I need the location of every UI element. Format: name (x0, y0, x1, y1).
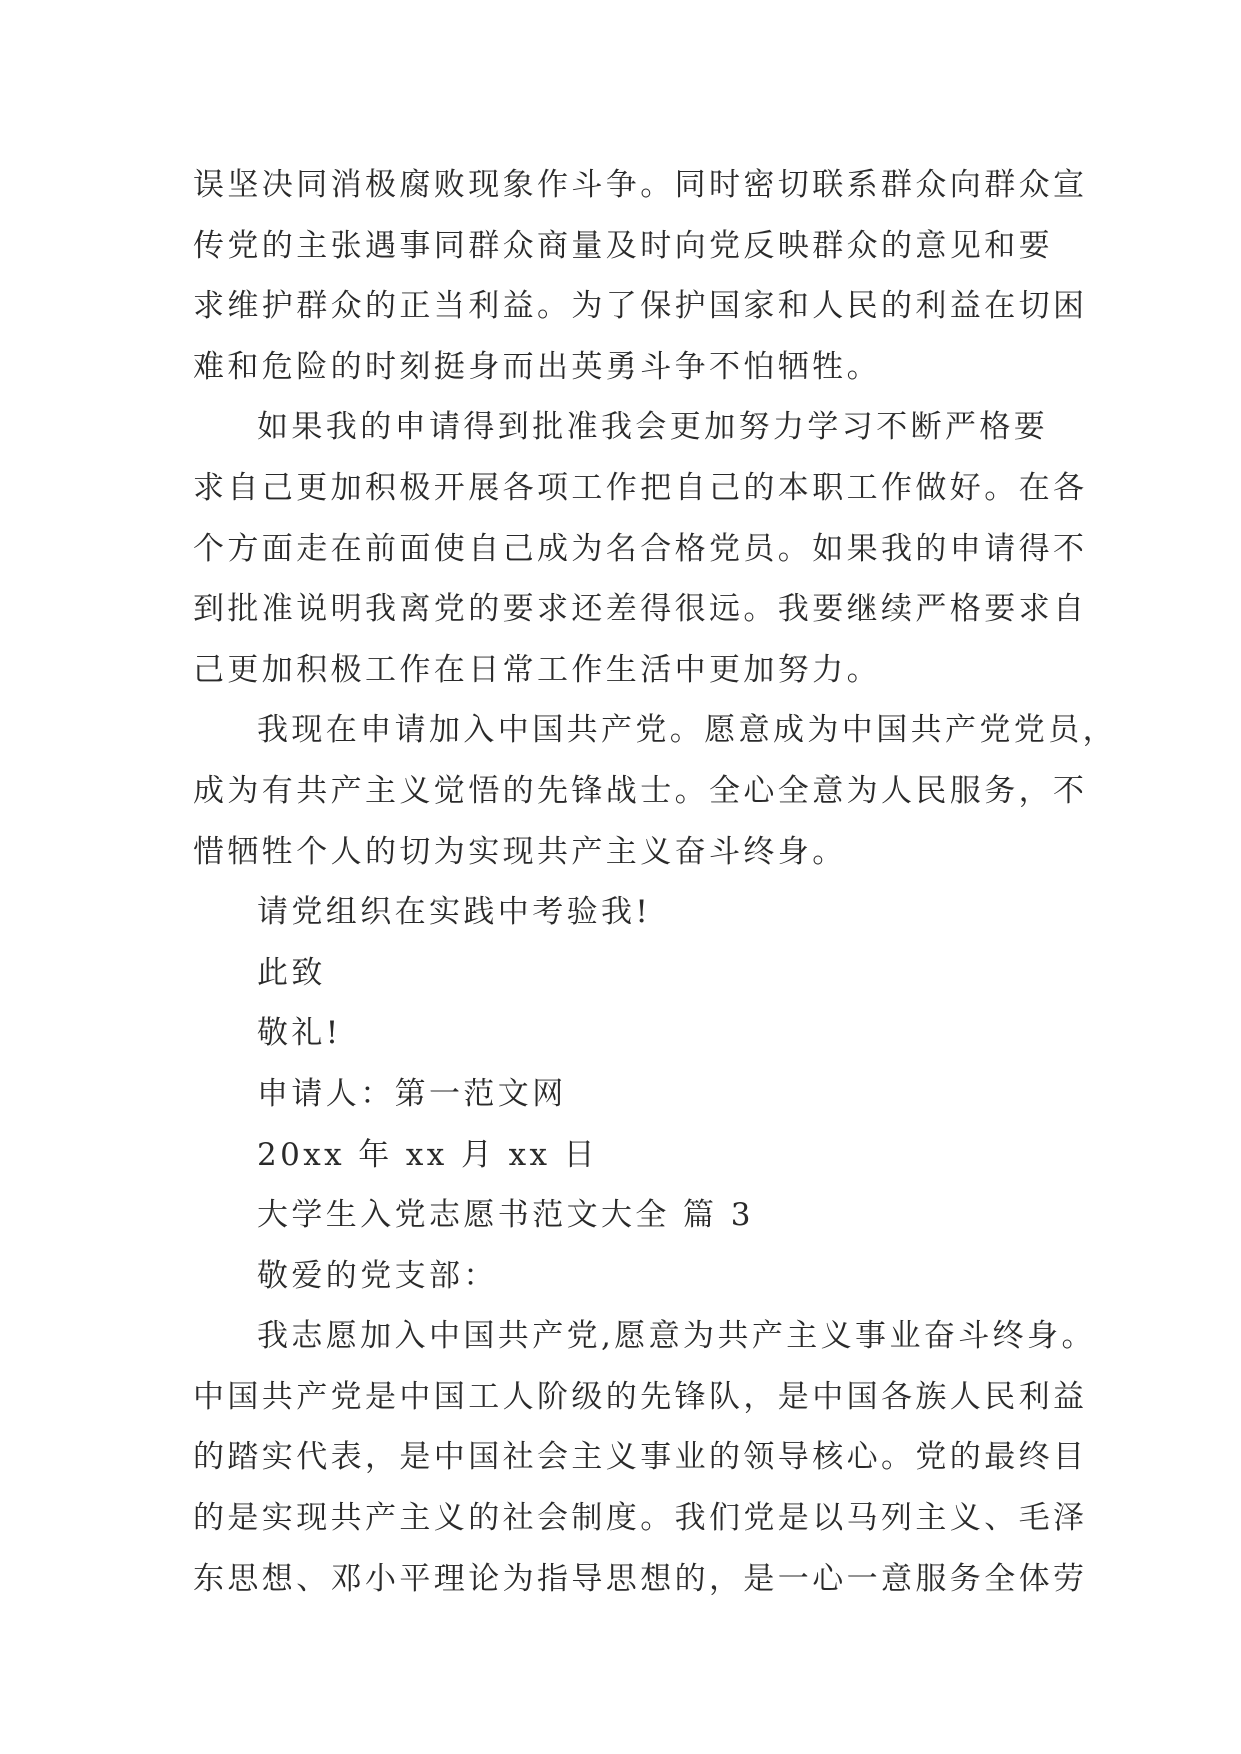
salutation-line: 此致 (257, 954, 326, 991)
section-title: 大学生入党志愿书范文大全 篇 3 (257, 1197, 754, 1234)
paragraph-start-line: 如果我的申请得到批准我会更加努力学习不断严格要 (257, 409, 1049, 446)
greeting-line: 敬爱的党支部： (257, 1257, 498, 1294)
text-line: 的是实现共产主义的社会制度。我们党是以马列主义、毛泽 (193, 1500, 1088, 1537)
document-body (193, 155, 1117, 1609)
text-line: 求自己更加积极开展各项工作把自己的本职工作做好。在各 (193, 469, 1088, 506)
applicant-line: 申请人：第一范文网 (257, 1075, 567, 1112)
text-line: 求维护群众的正当利益。为了保护国家和人民的利益在切困 (193, 288, 1088, 325)
text-line: 传党的主张遇事同群众商量及时向党反映群众的意见和要 (193, 227, 1053, 264)
text-line: 惜牺牲个人的切为实现共产主义奋斗终身。 (193, 833, 847, 870)
paragraph-start-line: 我现在申请加入中国共产党。愿意成为中国共产党党员， (257, 712, 1117, 749)
text-line: 到批准说明我离党的要求还差得很远。我要继续严格要求自 (193, 591, 1088, 628)
paragraph-start-line: 我志愿加入中国共产党,愿意为共产主义事业奋斗终身。 (257, 1318, 1096, 1355)
date-line: 20xx 年 xx 月 xx 日 (257, 1136, 599, 1173)
closing-line: 请党组织在实践中考验我! (257, 894, 652, 931)
text-line: 个方面走在前面使自己成为名合格党员。如果我的申请得不 (193, 530, 1088, 567)
text-line: 成为有共产主义觉悟的先锋战士。全心全意为人民服务，不 (193, 772, 1088, 809)
text-line: 误坚决同消极腐败现象作斗争。同时密切联系群众向群众宣 (193, 167, 1088, 203)
text-line: 中国共产党是中国工人阶级的先锋队，是中国各族人民利益 (193, 1378, 1088, 1415)
text-line: 难和危险的时刻挺身而出英勇斗争不怕牺牲。 (193, 348, 881, 385)
text-line: 己更加积极工作在日常工作生活中更加努力。 (193, 651, 881, 688)
text-line: 东思想、邓小平理论为指导思想的，是一心一意服务全体劳 (193, 1560, 1088, 1597)
text-line: 的踏实代表，是中国社会主义事业的领导核心。党的最终目 (193, 1439, 1088, 1476)
salutation-line: 敬礼! (257, 1015, 342, 1052)
